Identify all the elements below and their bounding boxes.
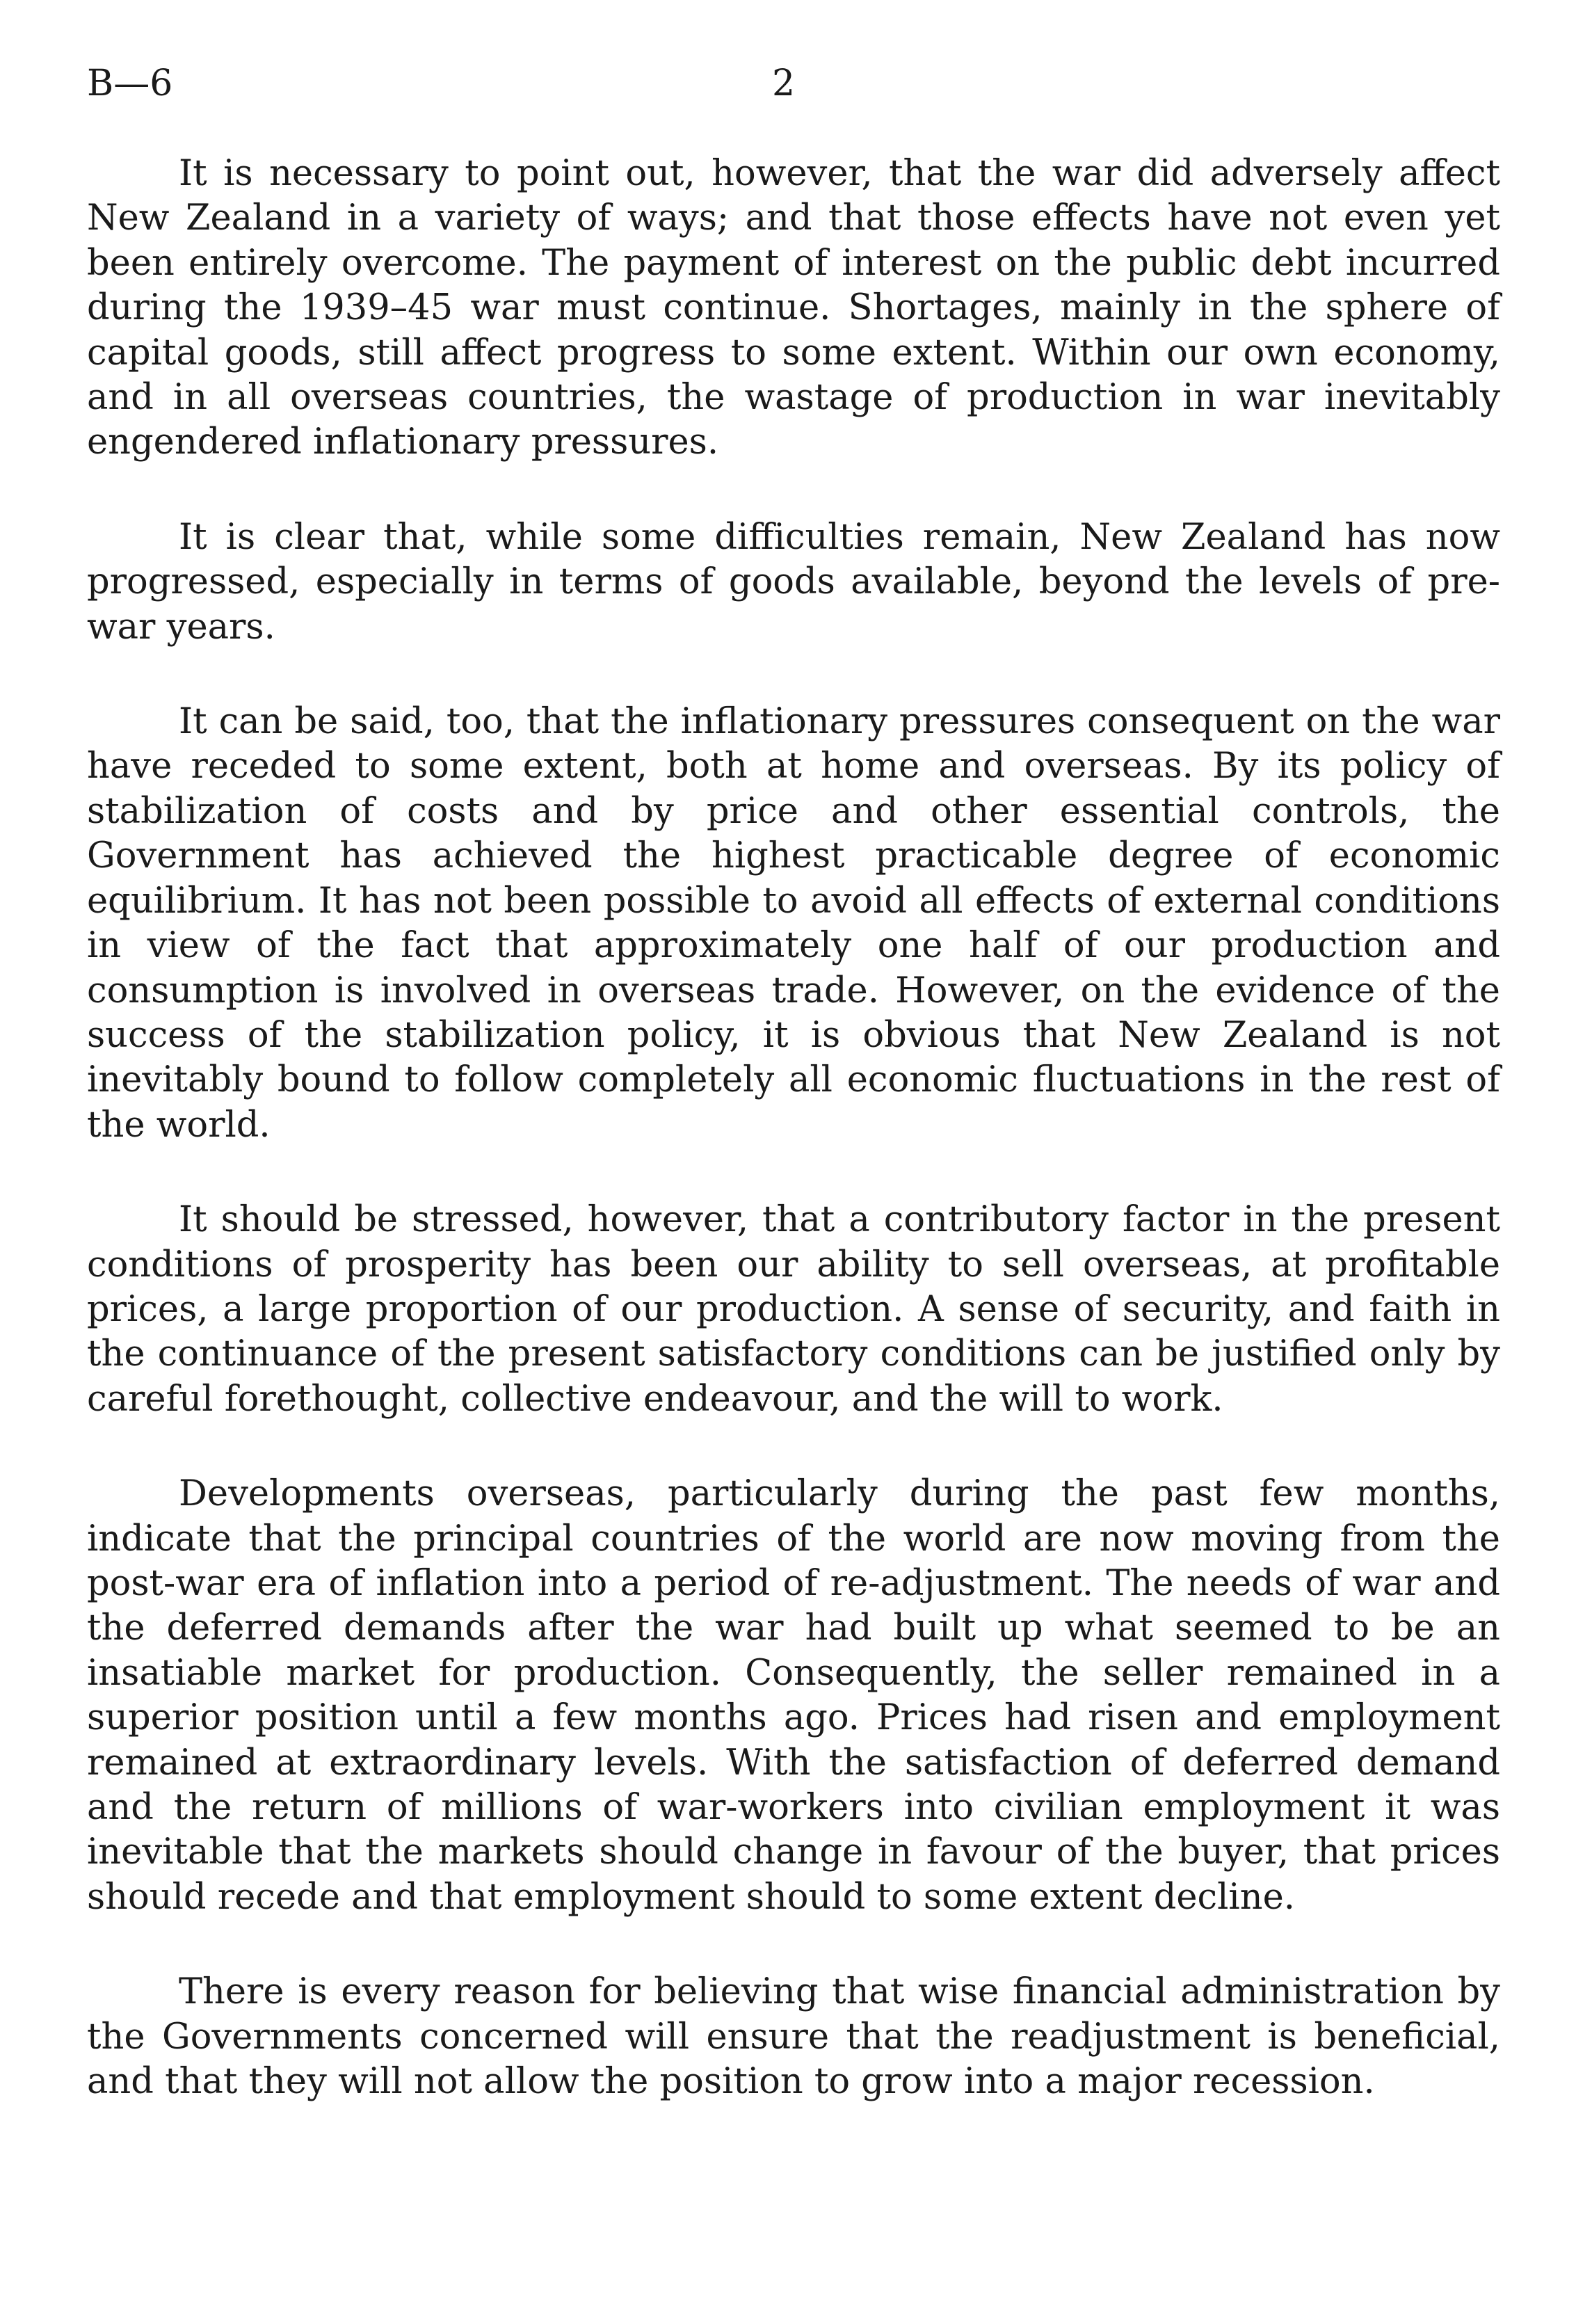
paragraph-financial-administration: There is every reason for believing that wise financial administration by the Governments concerned will ensure that the readjustment is beneficial, and that they will not allow the position to grow into a major recession. bbox=[87, 1971, 1500, 2103]
document-body bbox=[87, 152, 1500, 2104]
paragraph-progress: It is clear that, while some difficulties remain, New Zealand has now progressed, especially in terms of goods available, beyond the levels of pre-war years. bbox=[87, 516, 1500, 648]
paragraph-inflationary-pressures: It can be said, too, that the inflationary pressures consequent on the war have receded to some extent, both at home and overseas. By its policy of stabilization of costs and by price and other essential controls, the Government has achieved the highest practicable degree of economic equilibrium. It has not been possible to avoid all effects of external conditions in view of the fact that approximately one half of our production and consumption is involved in overseas trade. However, on the evidence of the success of the stabilization policy, it is obvious that New Zealand is not inevitably bound to follow completely all economic fluctuations in the rest of the world. bbox=[87, 701, 1500, 1146]
paragraph-war-effects: It is necessary to point out, however, that the war did adversely affect New Zealand in a variety of ways; and that those effects have not even yet been entirely overcome. The payment of interest on the public debt incurred during the 1939–45 war must continue. Shortages, mainly in the sphere of capital goods, still affect progress to some extent. Within our own economy, and in all overseas countries, the wastage of production in war inevitably engendered inflationary pressures. bbox=[87, 153, 1500, 463]
paragraph-overseas-developments: Developments overseas, particularly during the past few months, indicate that the principal countries of the world are now moving from the post-war era of inflation into a period of re-adjustment. The needs of war and the deferred demands after the war had built up what seemed to be an insatiable market for production. Consequently, the seller remained in a superior position until a few months ago. Prices had risen and employment remained at extraordinary levels. With the satisfaction of deferred demand and the return of millions of war-workers into civilian employment it was inevitable that the markets should change in favour of the buyer, that prices should recede and that employment should to some extent decline. bbox=[87, 1473, 1500, 1918]
document-reference: B—6 bbox=[87, 63, 173, 104]
page-number: 2 bbox=[772, 63, 796, 104]
paragraph-prosperity-factors: It should be stressed, however, that a contributory factor in the present conditions of prosperity has been our ability to sell overseas, at profitable prices, a large proportion of our production. A sense of security, and faith in the continuance of the present satisfactory conditions can be justified only by careful forethought, collective endeavour, and the will to work. bbox=[87, 1199, 1500, 1420]
